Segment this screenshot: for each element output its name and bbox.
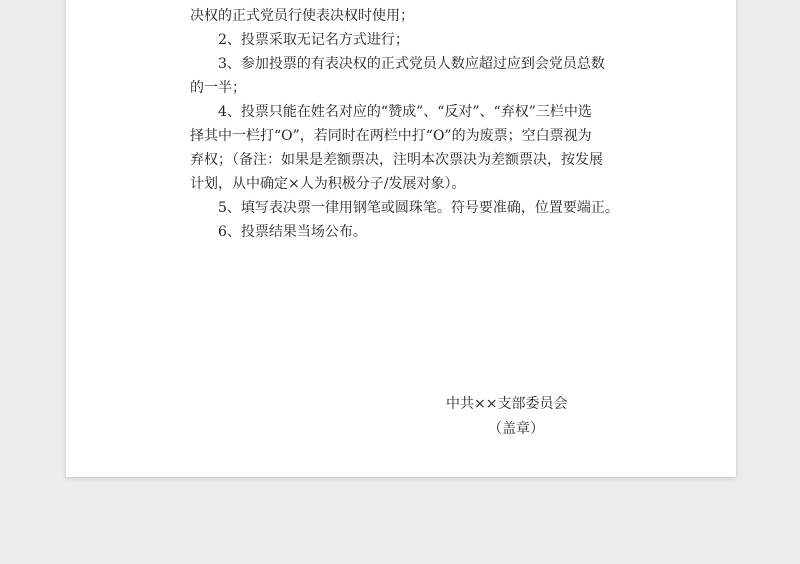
signature-org: 中共××支部委员会 (446, 396, 568, 412)
rule-2-line-1: 2、投票采取无记名方式进行； (218, 32, 409, 48)
document-body (190, 0, 642, 244)
rule-4-line-2: 择其中一栏打“O”，若同时在两栏中打“O”的为废票；空白票视为 (190, 128, 592, 144)
rule-4-line-4: 计划，从中确定×人为积极分子/发展对象）。 (190, 176, 466, 192)
rule-6-line-1: 6、投票结果当场公布。 (218, 224, 367, 240)
rule-3-line-1: 3、参加投票的有表决权的正式党员人数应超过应到会党员总数 (218, 56, 605, 72)
stamp-note: （盖章） (488, 421, 544, 437)
rule-4-line-1: 4、投票只能在姓名对应的“赞成”、“反对”、“弃权”三栏中选 (218, 104, 592, 120)
rule-1-line-2: 决权的正式党员行使表决权时使用； (190, 8, 414, 24)
rule-3-line-2: 的一半； (190, 80, 246, 96)
document-page (66, 0, 736, 477)
rule-5-line-1: 5、填写表决票一律用钢笔或圆珠笔。符号要准确，位置要端正。 (218, 200, 619, 216)
rule-4-line-3: 弃权；（备注：如果是差额票决，注明本次票决为差额票决，按发展 (190, 152, 603, 168)
